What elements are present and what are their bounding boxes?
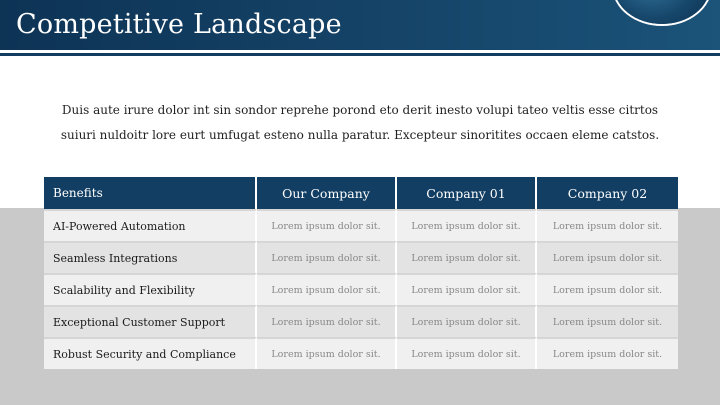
comparison-table (44, 177, 678, 369)
table-cell: Lorem ipsum dolor sit. (537, 241, 678, 273)
table-row (44, 305, 678, 337)
table-cell: Lorem ipsum dolor sit. (397, 337, 537, 369)
benefit-cell: Exceptional Customer Support (44, 305, 257, 337)
benefit-cell: Scalability and Flexibility (44, 273, 257, 305)
table-cell: Lorem ipsum dolor sit. (257, 305, 397, 337)
slide-header (0, 0, 720, 50)
table-row (44, 273, 678, 305)
table-cell: Lorem ipsum dolor sit. (257, 273, 397, 305)
table-cell: Lorem ipsum dolor sit. (257, 241, 397, 273)
table-row (44, 241, 678, 273)
table-cell: Lorem ipsum dolor sit. (397, 305, 537, 337)
intro-paragraph: Duis aute irure dolor int sin sondor reprehe porond eto derit inesto volupi tateo veltis esse citrtos suiuri nuldoitr lore eurt umfugat esteno nulla paratur. Excepteur sinoritites occaen eleme catstos. (60, 103, 660, 142)
benefit-cell: Robust Security and Compliance (44, 337, 257, 369)
slide-title: Competitive Landscape (16, 9, 342, 40)
table-cell: Lorem ipsum dolor sit. (397, 273, 537, 305)
header-our-company: Our Company (257, 177, 397, 209)
header-company-02: Company 02 (537, 177, 678, 209)
table-row (44, 337, 678, 369)
table-cell: Lorem ipsum dolor sit. (537, 273, 678, 305)
table-header-row (44, 177, 678, 209)
table-cell: Lorem ipsum dolor sit. (257, 209, 397, 241)
benefit-cell: AI-Powered Automation (44, 209, 257, 241)
header-company-01: Company 01 (397, 177, 537, 209)
header-divider (0, 53, 720, 56)
table-cell: Lorem ipsum dolor sit. (537, 337, 678, 369)
benefit-cell: Seamless Integrations (44, 241, 257, 273)
table-cell: Lorem ipsum dolor sit. (257, 337, 397, 369)
header-benefits: Benefits (44, 177, 257, 209)
decorative-orb (614, 0, 710, 24)
table-cell: Lorem ipsum dolor sit. (397, 241, 537, 273)
table-row (44, 209, 678, 241)
table-cell: Lorem ipsum dolor sit. (537, 305, 678, 337)
table-cell: Lorem ipsum dolor sit. (537, 209, 678, 241)
table-cell: Lorem ipsum dolor sit. (397, 209, 537, 241)
